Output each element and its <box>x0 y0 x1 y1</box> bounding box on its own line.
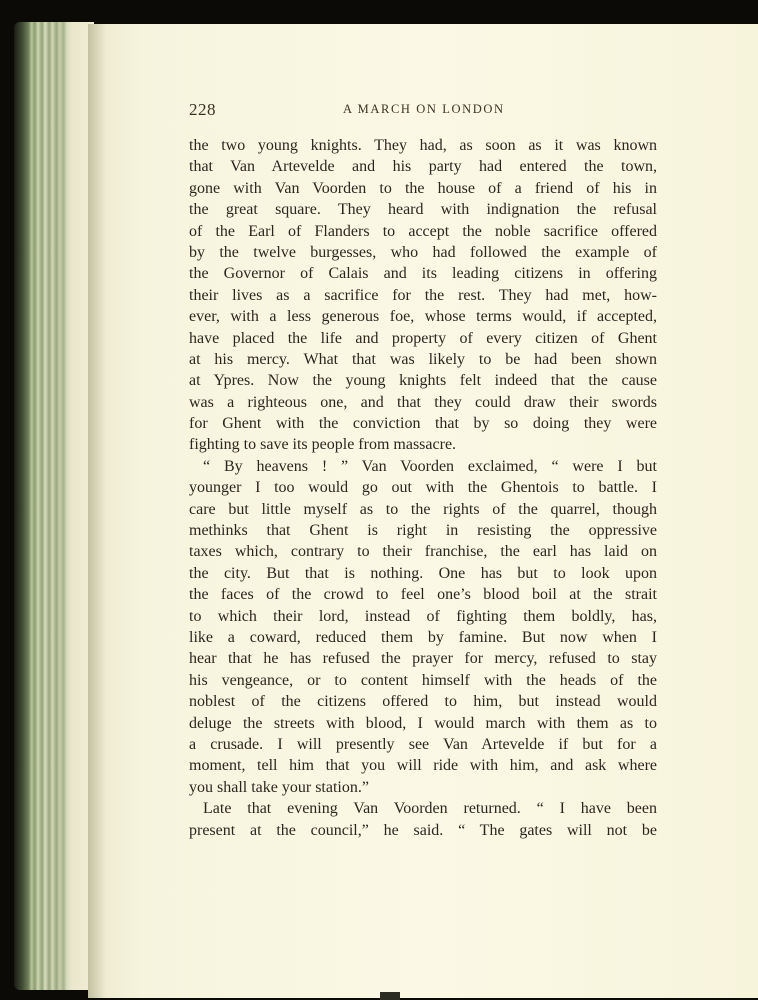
text-line: the two young knights. They had, as soon as it was known <box>189 137 657 154</box>
text-line: moment, tell him that you will ride with him, and ask where <box>189 757 657 775</box>
text-line: like a coward, reduced them by famine. But now when I <box>189 628 657 646</box>
scan-artifact-bottom <box>380 992 400 1000</box>
body-text <box>189 135 657 841</box>
text-line: the city. But that is nothing. One has but to look upon <box>189 564 657 582</box>
text-line: their lives as a sacrifice for the rest. They had met, how- <box>189 286 657 304</box>
text-line: taxes which, contrary to their franchise, the earl has laid on <box>189 543 657 561</box>
text-line: the great square. They heard with indignation the refusal <box>189 201 657 219</box>
text-line: a crusade. I will presently see Van Artevelde if but for a <box>189 735 657 753</box>
text-line: have placed the life and property of every citizen of Ghent <box>189 329 657 347</box>
text-line: fighting to save its people from massacre. <box>189 436 457 454</box>
text-line: was a righteous one, and that they could draw their swords <box>189 393 657 411</box>
text-line: gone with Van Voorden to the house of a friend of his in <box>189 179 657 197</box>
text-line: the Governor of Calais and its leading citizens in offering <box>189 265 657 283</box>
text-line: at his mercy. What that was likely to be had been shown <box>189 350 657 368</box>
gutter-shadow <box>88 24 106 998</box>
page-number: 228 <box>189 100 216 119</box>
text-line: present at the council,” he said. “ The gates will not be <box>189 821 657 839</box>
scan-background-top <box>0 0 758 24</box>
text-line: the faces of the crowd to feel one’s blood boil at the strait <box>189 586 657 604</box>
text-line: noblest of the citizens offered to him, but instead would <box>189 693 657 711</box>
text-line: of the Earl of Flanders to accept the noble sacrifice offered <box>189 222 657 240</box>
running-head: A MARCH ON LONDON <box>343 102 505 116</box>
text-line: at Ypres. Now the young knights felt indeed that the cause <box>189 372 657 390</box>
text-line: deluge the streets with blood, I would march with them as to <box>189 714 657 732</box>
text-line: his vengeance, or to content himself with the heads of the <box>189 671 657 689</box>
book-page-edges <box>14 22 94 990</box>
text-line: by the twelve burgesses, who had followed the example of <box>189 243 657 261</box>
text-line: ever, with a less generous foe, whose terms would, if accepted, <box>189 308 657 326</box>
text-line: for Ghent with the conviction that by so doing they were <box>189 415 657 433</box>
text-line: hear that he has refused the prayer for mercy, refused to stay <box>189 650 657 668</box>
text-line: methinks that Ghent is right in resisting the oppressive <box>189 522 657 540</box>
text-line: care but little myself as to the rights of the quarrel, though <box>189 500 657 518</box>
page-header <box>189 100 657 122</box>
text-line: “ By heavens ! ” Van Voorden exclaimed, “ were I but <box>203 457 657 475</box>
text-line: you shall take your station.” <box>189 778 369 796</box>
text-line: to which their lord, instead of fighting them boldly, has, <box>189 607 657 625</box>
text-line: that Van Artevelde and his party had entered the town, <box>189 158 657 176</box>
text-line: younger I too would go out with the Ghentois to battle. I <box>189 479 657 497</box>
text-line: Late that evening Van Voorden returned. “ I have been <box>203 800 657 818</box>
